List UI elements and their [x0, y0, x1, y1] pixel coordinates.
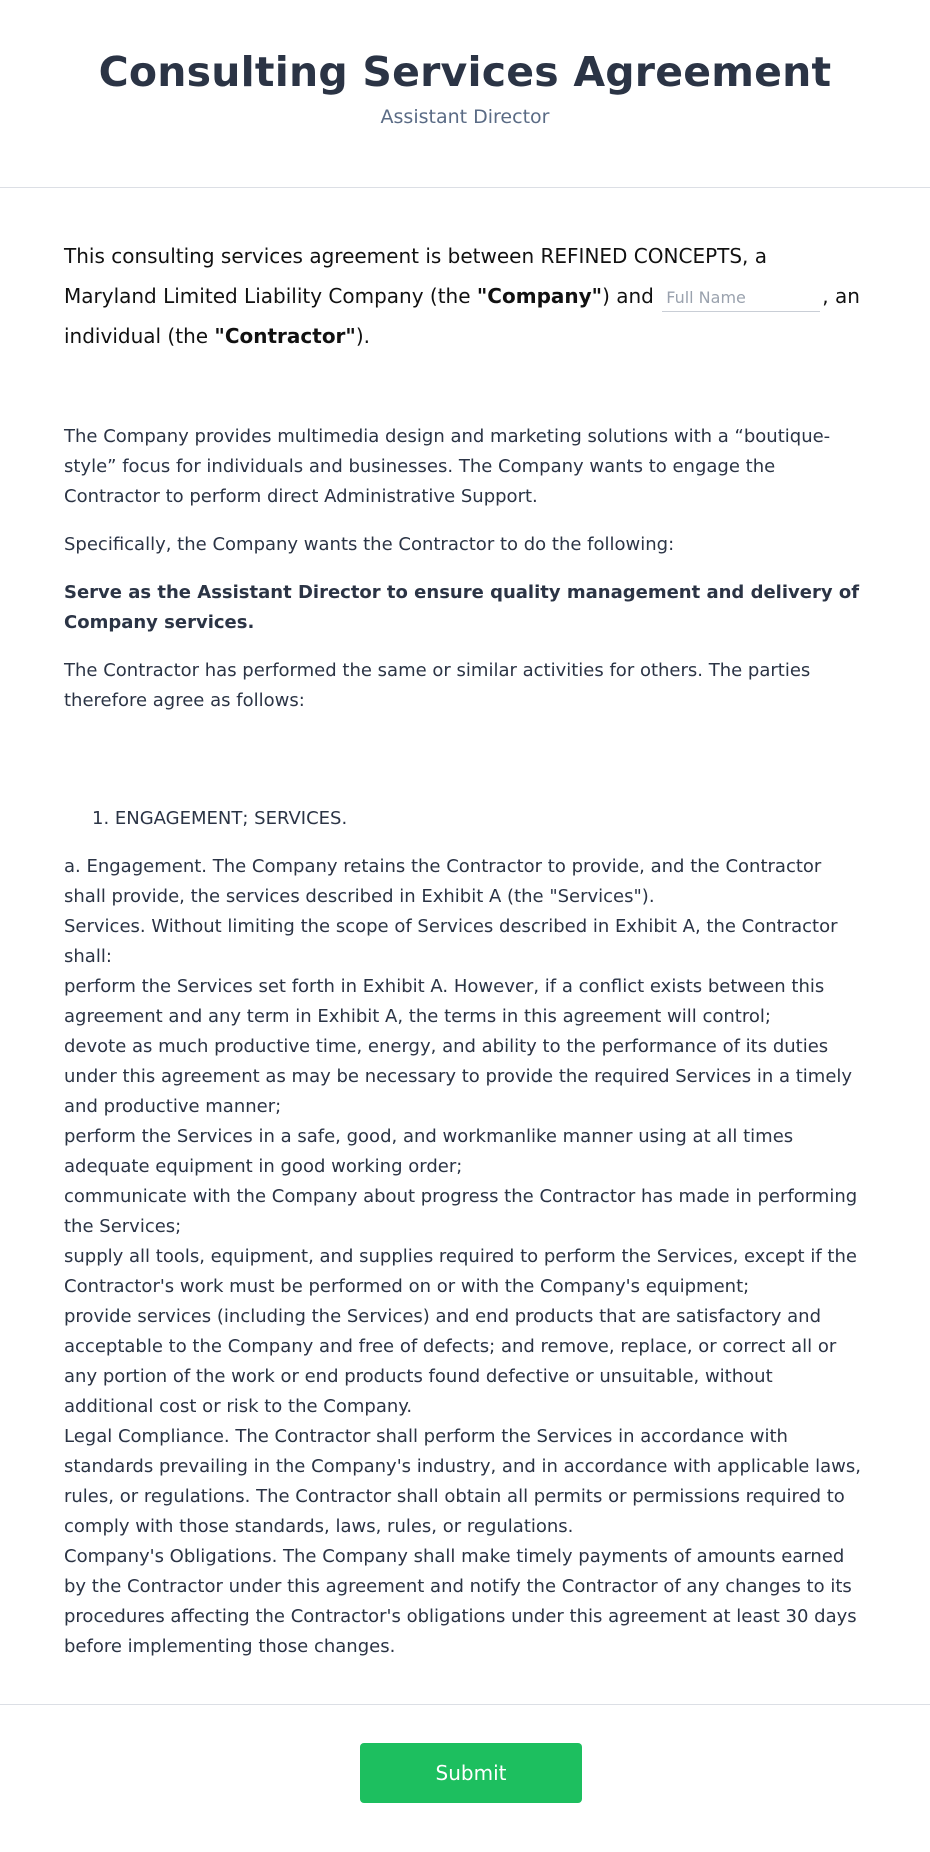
spacer [64, 734, 866, 804]
intro-text-2: ) and [602, 284, 661, 308]
agree-paragraph: The Contractor has performed the same or similar activities for others. The parties therefore agree as follows: [64, 660, 811, 711]
term-line: perform the Services set forth in Exhibit A. However, if a conflict exists between this agreement and any term in Exhibit A, the terms in this agreement will control; [64, 976, 825, 1027]
term-line: supply all tools, equipment, and supplies required to perform the Services, except if the Contractor's work must be performed on or with the Company's equipment; [64, 1246, 857, 1297]
term-line: Legal Compliance. The Contractor shall perform the Services in accordance with standards prevailing in the Company's industry, and in accordance with applicable laws, rules, or regulations. The Contractor shall obtain all permits or permissions required to comply with those standards, laws, rules, or regulations. [64, 1426, 861, 1537]
agreement-body [64, 422, 866, 1662]
agreement-content [0, 188, 930, 1662]
page-title: Consulting Services Agreement [98, 48, 832, 96]
term-line: perform the Services in a safe, good, and workmanlike manner using at all times adequate equipment in good working order; [64, 1126, 794, 1177]
intro-text-1: This consulting services agreement is between REFINED CONCEPTS, a Maryland Limited Liability Company (the [64, 244, 768, 308]
term-line: devote as much productive time, energy, and ability to the performance of its duties under this agreement as may be necessary to provide the required Services in a timely and productive manner; [64, 1036, 853, 1117]
submit-button[interactable]: Submit [360, 1743, 582, 1803]
intro-paragraph [64, 236, 866, 356]
form-footer [0, 1704, 930, 1852]
term-line: Services. Without limiting the scope of Services described in Exhibit A, the Contractor shall: [64, 916, 838, 967]
page-subtitle: Assistant Director [380, 106, 550, 128]
term-line: communicate with the Company about progress the Contractor has made in performing the Services; [64, 1186, 858, 1237]
term-line: a. Engagement. The Company retains the Contractor to provide, and the Contractor shall provide, the services described in Exhibit A (the "Services"). [64, 856, 822, 907]
term-line: Company's Obligations. The Company shall make timely payments of amounts earned by the Contractor under this agreement and notify the Contractor of any changes to its procedures affecting the Contractor's obligations under this agreement at least 30 days before implementing those changes. [64, 1546, 857, 1657]
section-heading-engagement: 1. ENGAGEMENT; SERVICES. [92, 808, 348, 829]
term-line: provide services (including the Services) and end products that are satisfactory and acceptable to the Company and free of defects; and remove, replace, or correct all or any portion of the work or end products found defective or unsuitable, without additional cost or risk to the Company. [64, 1306, 837, 1417]
full-name-input[interactable] [662, 285, 820, 312]
terms-list [64, 852, 866, 1662]
contractor-term: "Contractor" [214, 324, 356, 348]
specifically-paragraph: Specifically, the Company wants the Contractor to do the following: [64, 534, 675, 555]
form-header [0, 0, 930, 188]
description-paragraph: The Company provides multimedia design and marketing solutions with a “boutique-style” focus for individuals and businesses. The Company wants to engage the Contractor to perform direct Administrative Support. [64, 426, 831, 507]
company-term: "Company" [476, 284, 603, 308]
spacer [64, 356, 866, 422]
intro-text-4: ). [355, 324, 371, 348]
role-paragraph: Serve as the Assistant Director to ensure quality management and delivery of Company services. [64, 582, 860, 633]
intro-text-3: , an individual (the [64, 284, 860, 348]
